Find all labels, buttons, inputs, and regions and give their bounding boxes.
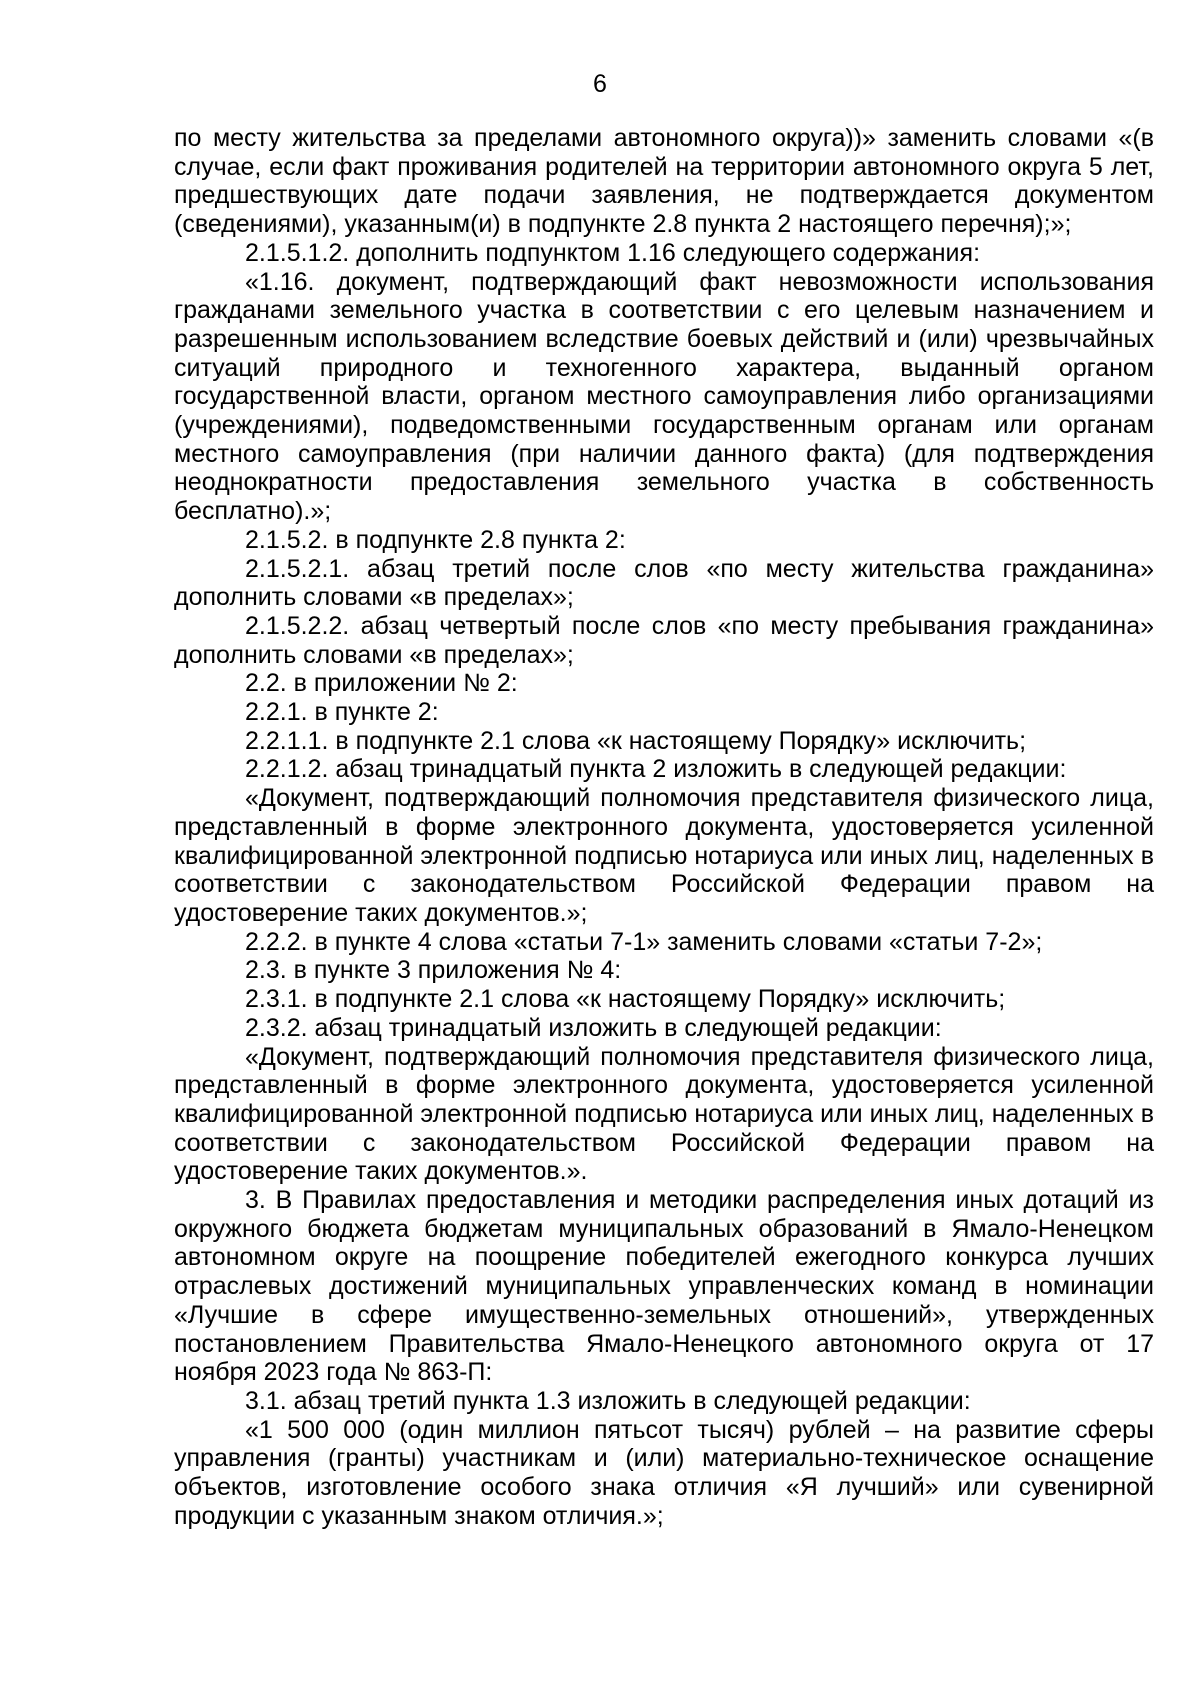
- document-body: [174, 124, 1154, 1530]
- page-number: 6: [593, 70, 607, 98]
- paragraph: 2.1.5.2. в подпункте 2.8 пункта 2:: [245, 525, 626, 554]
- paragraph: 3.1. абзац третий пункта 1.3 изложить в следующей редакции:: [245, 1386, 971, 1415]
- paragraph: 2.1.5.1.2. дополнить подпунктом 1.16 следующего содержания:: [245, 238, 981, 267]
- paragraph: 2.1.5.2.1. абзац третий после слов «по месту жительства гражданина» дополнить словами «в пределах»;: [174, 554, 1154, 612]
- paragraph: 2.3.1. в подпункте 2.1 слова «к настоящему Порядку» исключить;: [245, 985, 1006, 1014]
- paragraph: «Документ, подтверждающий полномочия представителя физического лица, представленный в форме электронного документа, удостоверяется усиленной квалифицированной электронной подписью нотариуса или иных лиц, наделенных в соответствии с законодательством Российской Федерации правом на удостоверение таких документов.»;: [174, 784, 1154, 927]
- paragraph: 2.2.1. в пункте 2:: [245, 698, 439, 727]
- paragraph: по месту жительства за пределами автономного округа))» заменить словами «(в случае, если факт проживания родителей на территории автономного округа 5 лет, предшествующих дате подачи заявления, не подтверждается документом (сведениями), указанным(и) в подпункте 2.8 пункта 2 настоящего перечня);»;: [174, 124, 1154, 239]
- paragraph: 2.2.2. в пункте 4 слова «статьи 7-1» заменить словами «статьи 7-2»;: [245, 927, 1043, 956]
- paragraph: 2.3. в пункте 3 приложения № 4:: [245, 956, 622, 985]
- paragraph: 2.3.2. абзац тринадцатый изложить в следующей редакции:: [245, 1013, 942, 1042]
- paragraph: 2.2.1.2. абзац тринадцатый пункта 2 изложить в следующей редакции:: [245, 755, 1067, 784]
- paragraph: 2.2.1.1. в подпункте 2.1 слова «к настоящему Порядку» исключить;: [245, 726, 1027, 755]
- paragraph: «1.16. документ, подтверждающий факт невозможности использования гражданами земельного участка в соответствии с его целевым назначением и разрешенным использованием вследствие боевых действий и (или) чрезвычайных ситуаций природного и техногенного характера, выданный органом государственной власти, органом местного самоуправления либо организациями (учреждениями), подведомственными государственным органам или органам местного самоуправления (при наличии данного факта) (для подтверждения неоднократности предоставления земельного участка в собственность бесплатно).»;: [174, 267, 1154, 526]
- paragraph: 2.1.5.2.2. абзац четвертый после слов «по месту пребывания гражданина» дополнить словами «в пределах»;: [174, 611, 1154, 669]
- paragraph: 2.2. в приложении № 2:: [245, 669, 518, 698]
- paragraph: «1 500 000 (один миллион пятьсот тысяч) рублей – на развитие сферы управления (гранты) участникам и (или) материально-техническое оснащение объектов, изготовление особого знака отличия «Я лучший» или сувенирной продукции с указанным знаком отличия.»;: [174, 1415, 1154, 1530]
- paragraph: «Документ, подтверждающий полномочия представителя физического лица, представленный в форме электронного документа, удостоверяется усиленной квалифицированной электронной подписью нотариуса или иных лиц, наделенных в соответствии с законодательством Российской Федерации правом на удостоверение таких документов.».: [174, 1042, 1154, 1186]
- paragraph: 3. В Правилах предоставления и методики распределения иных дотаций из окружного бюджета бюджетам муниципальных образований в Ямало-Ненецком автономном округе на поощрение победителей ежегодного конкурса лучших отраслевых достижений муниципальных управленческих команд в номинации «Лучшие в сфере имущественно-земельных отношений», утвержденных постановлением Правительства Ямало-Ненецкого автономного округа от 17 ноября 2023 года № 863-П:: [174, 1186, 1154, 1387]
